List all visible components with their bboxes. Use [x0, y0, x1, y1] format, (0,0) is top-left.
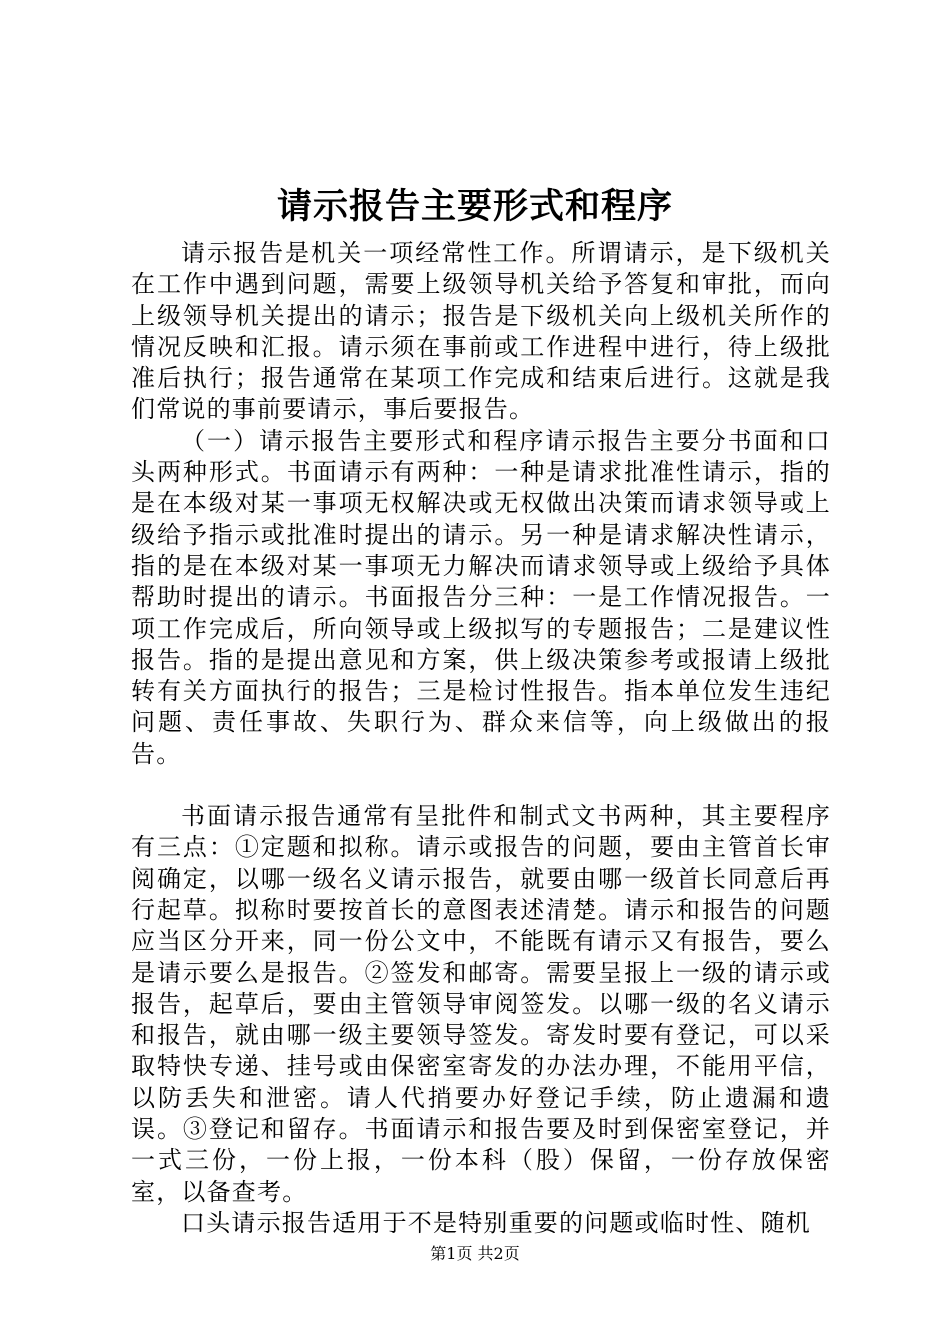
paragraph-oral: 口头请示报告适用于不是特别重要的问题或临时性、随机 — [181, 1208, 811, 1237]
document-title: 请示报告主要形式和程序 — [276, 186, 673, 227]
paragraph-procedure: 书面请示报告通常有呈批件和制式文书两种，其主要程序有三点：①定题和拟称。请示或报告的问题，要由主管首长审阅确定，以哪一级名义请示报告，就要由哪一级首长同意后再行起草。拟称时要按首长的意图表述清楚。请示和报告的问题应当区分开来，同一份公文中，不能既有请示又有报告，要么是请示要么是报告。②签发和邮寄。需要呈报上一级的请示或报告，起草后，要由主管领导审阅签发。以哪一级的名义请示和报告，就由哪一级主要领导签发。寄发时要有登记，可以采取特快专递、挂号或由保密室寄发的办法办理，不能用平信，以防丢失和泄密。请人代捎要办好登记手续，防止遗漏和遗误。③登记和留存。书面请示和报告要及时到保密室登记，并一式三份，一份上报，一份本科（股）保留，一份存放保密室，以备查考。 — [131, 802, 831, 1206]
page-footer: 第1页 共2页 — [430, 1244, 520, 1263]
document-body — [131, 238, 831, 1239]
paragraph-forms: （一）请示报告主要形式和程序请示报告主要分书面和口头两种形式。书面请示有两种：一种是请求批准性请示，指的是在本级对某一事项无权解决或无权做出决策而请求领导或上级给予指示或批准时提出的请示。另一种是请求解决性请示，指的是在本级对某一事项无力解决而请求领导或上级给予具体帮助时提出的请示。书面报告分三种：一是工作情况报告。一项工作完成后，所向领导或上级拟写的专题报告；二是建议性报告。指的是提出意见和方案，供上级决策参考或报请上级批转有关方面执行的报告；三是检讨性报告。指本单位发生违纪问题、责任事故、失职行为、群众来信等，向上级做出的报告。 — [131, 426, 831, 768]
paragraph-gap — [131, 770, 831, 801]
paragraph-intro: 请示报告是机关一项经常性工作。所谓请示，是下级机关在工作中遇到问题，需要上级领导机关给予答复和审批，而向上级领导机关提出的请示；报告是下级机关向上级机关所作的情况反映和汇报。请示须在事前或工作进程中进行，待上级批准后执行；报告通常在某项工作完成和结束后进行。这就是我们常说的事前要请示，事后要报告。 — [131, 239, 831, 424]
